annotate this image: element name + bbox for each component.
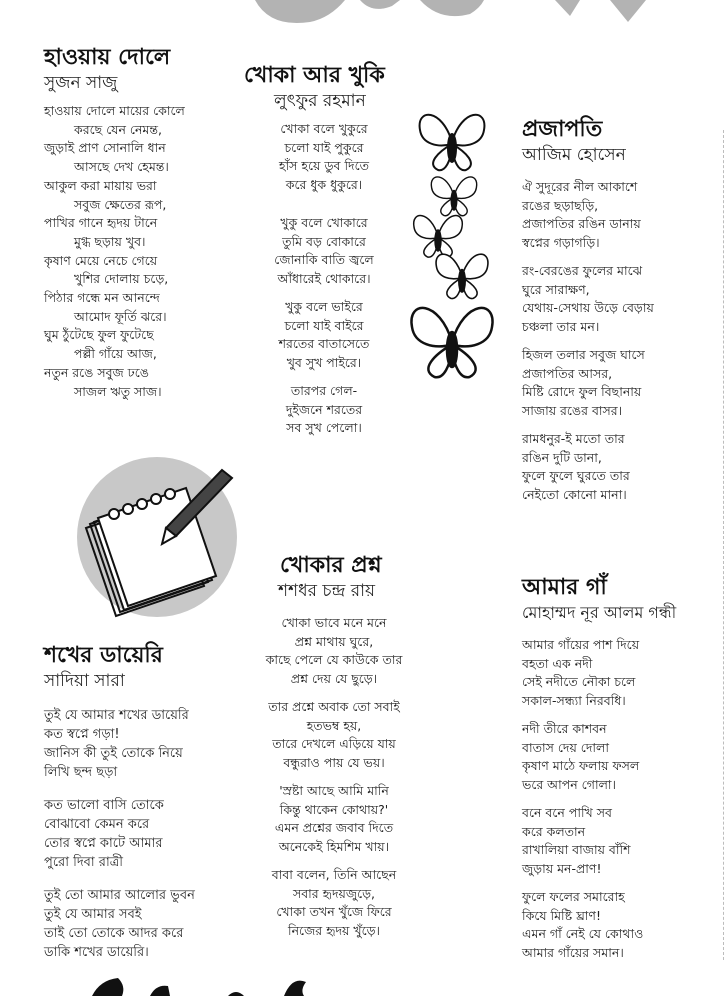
poem-line: বন্ধুরাও পায় যে ভয়। <box>283 754 385 770</box>
poem-stanza <box>244 214 404 288</box>
poem-line: তোর স্বপ্নে কাটে আমার <box>44 836 163 851</box>
poem-line: কৃষাণ মাঠে ফলায় ফসল <box>522 758 640 773</box>
poem-line: সব সুখ পেলো। <box>286 420 362 435</box>
poem-line: তার প্রশ্নে অবাক তো সবাই <box>268 699 400 714</box>
poem-line: পুরো দিবা রাত্রী <box>44 855 123 870</box>
poem-shokher-diary <box>44 642 244 972</box>
poem-line: হতভম্ব হয়, <box>306 717 362 733</box>
poem-stanza <box>248 866 420 940</box>
poem-stanza <box>522 346 712 420</box>
poem-stanza <box>522 636 722 710</box>
poem-stanza <box>522 720 722 794</box>
poem-haoyay-dole <box>44 44 234 411</box>
poem-line: স্বপ্নের গড়াগড়ি। <box>522 234 600 250</box>
poem-line: দুইজনে শরতের <box>285 401 363 417</box>
poem-stanza <box>244 120 404 194</box>
poem-stanza <box>44 796 244 872</box>
poem-line: খোকা ভাবে মনে মনে <box>281 615 387 630</box>
poem-title: খোকার প্রশ্ন <box>280 553 382 578</box>
poem-author: সুজন সাজু <box>44 73 118 93</box>
poem-line: জোনাকি বাতি জ্বলে <box>274 252 374 267</box>
poem-line: চঞ্চলা তার মন। <box>522 318 600 334</box>
poem-line: আঁধারেই থোকারে। <box>277 270 371 286</box>
poem-line: খুকু বলে খোকারে <box>280 215 368 230</box>
poem-stanza <box>522 262 712 336</box>
poem-title: আমার গাঁ <box>522 575 607 600</box>
poem-line: মুগ্ধ ছড়ায় খুব। <box>74 233 146 249</box>
poem-line: চলো যাই বাইরে <box>284 317 364 333</box>
poem-line: হিজল তলার সবুজ ঘাসে <box>522 347 645 362</box>
poem-line: এমন প্রশ্নের জবাব দিতে <box>274 820 394 835</box>
poem-line: রামধনুর-ই মতো তার <box>522 431 625 446</box>
poem-title: প্রজাপতি <box>522 117 603 142</box>
bottom-decoration <box>0 972 726 996</box>
poem-line: নদী তীরে কাশবন <box>522 721 607 736</box>
poem-line: 'স্রষ্টা আছে আমি মানি <box>279 783 389 798</box>
poem-line: চলো যাই পুকুরে <box>284 139 364 155</box>
poem-line: বনে বনে পাখি সব <box>522 805 612 820</box>
poem-line: সকাল-সন্ধ্যা নিরবধি। <box>522 692 626 708</box>
poem-line: শরতের বাতাসেতে <box>278 336 370 351</box>
poem-line: তুমি বড় বোকারে <box>282 233 366 249</box>
poem-line: খোকা তখন খুঁজে ফিরে <box>276 904 392 919</box>
poem-line: খুব সুখ পাইরে। <box>286 354 362 370</box>
poem-line: সবার হৃদয়জুড়ে, <box>292 885 376 901</box>
poem-author: সাদিয়া সারা <box>44 671 125 691</box>
poem-amar-ga <box>522 574 722 972</box>
poem-line: পল্লী গাঁয়ে আজ, <box>74 346 157 362</box>
poem-stanza <box>248 698 420 772</box>
poem-stanza <box>248 614 420 688</box>
poem-line: আমোদ ফূর্তি ঝরে। <box>74 308 167 324</box>
poem-stanza <box>244 298 404 372</box>
poem-line: প্রশ্ন মাথায় ঘুরে, <box>294 633 374 649</box>
poem-line: কত স্বপ্নে গড়া! <box>44 727 120 742</box>
poem-line: সবুজ ক্ষেতের রূপ, <box>74 196 167 212</box>
poem-line: জুড়ায় মন-প্রাণ! <box>522 860 602 876</box>
poem-line: ঐ সুদূরের নীল আকাশে <box>522 179 638 194</box>
poem-line: জুড়াই প্রাণ সোনালি ধান <box>44 140 166 156</box>
poem-line: ঘুরে সারাক্ষণ, <box>522 281 590 297</box>
poem-line: নেইতো কোনো মানা। <box>522 486 627 502</box>
poem-stanza <box>522 178 712 252</box>
poem-line: কত ভালো বাসি তোকে <box>44 798 164 813</box>
poem-line: ফুলে ফুলে ঘুরতে তার <box>522 468 630 483</box>
poem-title: খোকা আর খুকি <box>244 63 385 88</box>
poem-line: আসছে দেখ হেমন্ত। <box>74 159 169 175</box>
poem-line: তারপর গেল- <box>290 383 358 398</box>
poem-projapoti <box>522 116 712 514</box>
poem-line: প্রশ্ন দেয় যে ছুড়ে। <box>290 670 378 686</box>
poem-line: কিন্তু থাকেন কোথায়?' <box>279 801 389 817</box>
poem-author: শশধর চন্দ্র রায় <box>278 581 376 601</box>
poem-line: কিযে মিষ্টি ঘ্রাণ! <box>522 907 602 923</box>
poem-line: আকুল করা মায়ায় ভরা <box>44 177 157 193</box>
poem-stanza <box>44 886 244 962</box>
poem-line: লিখি ছন্দ ছড়া <box>44 765 118 780</box>
poem-line: বহতা এক নদী <box>522 655 593 671</box>
poem-line: সাজায় রঙের বাসর। <box>522 402 623 418</box>
poem-line: তুই তো আমার আলোর ভুবন <box>44 888 195 903</box>
poem-line: কৃষাণ মেয়ে নেচে গেয়ে <box>44 252 158 268</box>
poem-line: কাছে পেলে যে কাউকে তার <box>265 652 403 667</box>
butterfly-icon <box>402 104 512 394</box>
poem-line: যেথায়-সেথায় উড়ে বেড়ায় <box>522 300 654 315</box>
poem-line: মিষ্টি রোদে ফুল বিছানায় <box>522 384 642 399</box>
poem-line: ফুলে ফলের সমারোহ <box>522 889 625 904</box>
poem-line: রঙের ছড়াছড়ি, <box>522 197 599 213</box>
poem-stanza <box>44 706 244 782</box>
poem-khokar-proshno <box>248 552 420 950</box>
poem-line: হাওয়ায় দোলে মায়ের কোলে <box>44 103 185 118</box>
poem-title: হাওয়ায় দোলে <box>44 45 171 70</box>
poem-stanza <box>244 382 404 438</box>
poem-khoka-ar-khuki <box>244 62 404 448</box>
poem-line: করে ধুক ধুকুরে। <box>285 176 363 192</box>
poem-line: খুকু বলে ভাইরে <box>285 299 363 314</box>
poem-line: খুশির দোলায় চড়ে, <box>74 271 169 287</box>
poem-line: হাঁস হয়ে ডুব দিতে <box>278 158 370 173</box>
poem-line: তাই তো তোকে আদর করে <box>44 926 184 941</box>
poem-line: তারে দেখলে এড়িয়ে যায় <box>272 736 396 751</box>
poem-title: শখের ডায়েরি <box>44 643 163 668</box>
poem-line: বোঝাবো কেমন করে <box>44 817 150 832</box>
poem-line: প্রজাপতির আসর, <box>522 365 613 381</box>
poem-line: বাতাস দেয় দোলা <box>522 739 609 755</box>
poem-line: প্রজাপতির রঙিন ডানায় <box>522 216 641 231</box>
poem-author: লুৎফুর রহমান <box>274 91 366 111</box>
poem-line: তুই যে আমার সবই <box>44 907 142 922</box>
poem-line: ভরে আপন গোলা। <box>522 776 616 792</box>
poem-line: বাবা বলেন, তিনি আছেন <box>271 867 397 882</box>
poem-line: ঘুম ঠুঁটেছে ফুল ফুটেছে <box>44 327 154 343</box>
poem-line: রঙিন দুটি ডানা, <box>522 449 602 465</box>
poem-author: মোহাম্মদ নূর আলম গন্ধী <box>522 603 677 622</box>
poem-line: খোকা বলে খুকুরে <box>280 121 368 136</box>
poem-line: সেই নদীতে নৌকা চলে <box>522 674 636 689</box>
poem-line: জানিস কী তুই তোকে নিয়ে <box>44 746 183 761</box>
poem-line: করছে যেন নেমন্ত, <box>74 121 162 137</box>
poem-line: তুই যে আমার শখের ডায়েরি <box>44 708 189 723</box>
poem-line: আমার গাঁয়ের পাশ দিয়ে <box>522 637 640 652</box>
poem-stanza <box>248 782 420 856</box>
poem-line: আমার গাঁয়ের সমান। <box>522 944 624 960</box>
poem-line: পাখির গানে হৃদয় টানে <box>44 215 158 231</box>
poem-line: সাজল ঋতু সাজ। <box>74 383 162 399</box>
poem-stanza <box>44 102 234 401</box>
top-heading-decoration <box>0 0 726 40</box>
cut-line <box>723 130 724 960</box>
poem-line: ডাকি শখের ডায়েরি। <box>44 945 149 960</box>
notepad-pencil-icon <box>72 452 242 622</box>
poem-line: রং-বেরঙের ফুলের মাঝে <box>522 263 643 278</box>
poem-line: নতুন রঙে সবুজ ঢঙে <box>44 364 149 380</box>
poem-line: রাখালিয়া বাজায় বাঁশি <box>522 842 631 857</box>
poem-line: নিজের হৃদয় খুঁড়ে। <box>288 922 380 938</box>
poem-line: এমন গাঁ নেই যে কোথাও <box>522 926 644 941</box>
poem-line: করে কলতান <box>522 823 586 839</box>
poem-line: অনেকেই হিমশিম খায়। <box>278 838 390 854</box>
poem-stanza <box>522 804 722 878</box>
poem-stanza <box>522 888 722 962</box>
poem-line: পিঠার গন্ধে মন আনন্দে <box>44 290 160 306</box>
poem-author: আজিম হোসেন <box>522 145 626 165</box>
poem-stanza <box>522 430 712 504</box>
